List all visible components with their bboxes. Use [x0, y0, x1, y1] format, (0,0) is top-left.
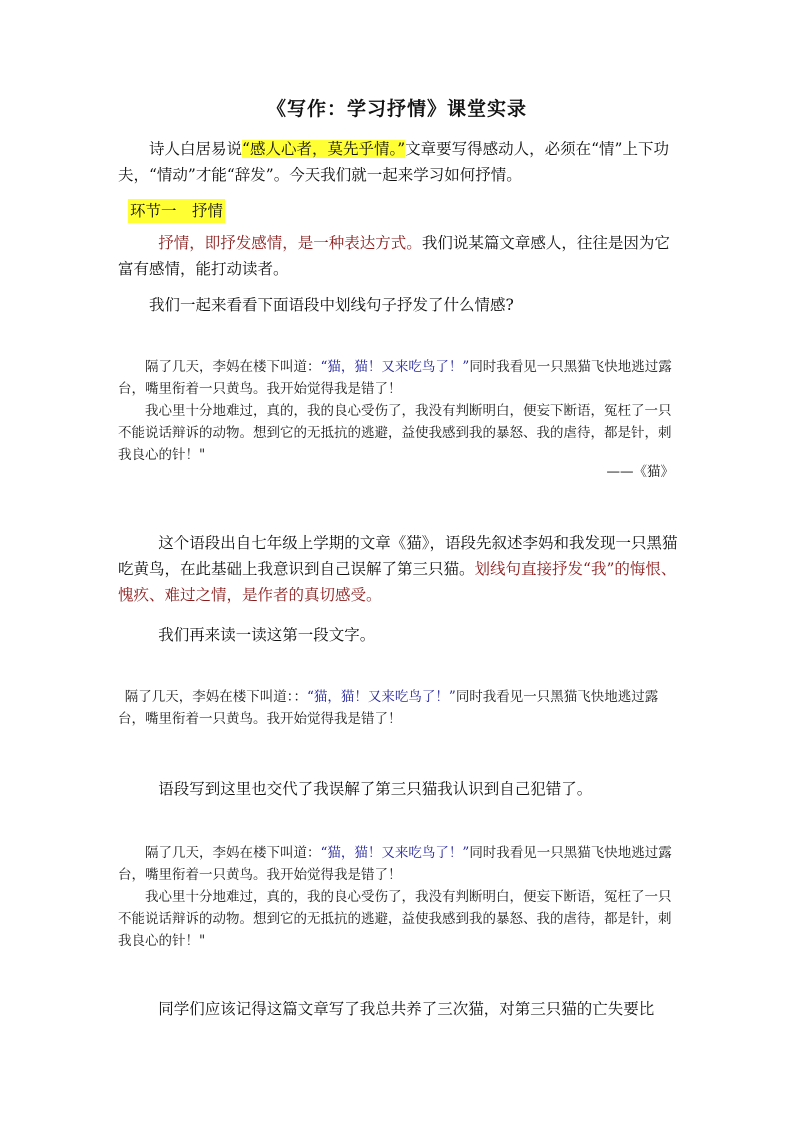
analysis-paragraph	[118, 530, 678, 608]
quote1-text-a: 隔了几天，李妈在楼下叫道：	[145, 359, 321, 375]
definition-paragraph	[118, 230, 678, 282]
definition-red: 抒情，即抒发感情，是一种表达方式。	[158, 234, 422, 252]
closing-paragraph: 同学们应该记得这篇文章写了我总共养了三次猫，对第三只猫的亡失要比	[158, 1000, 655, 1018]
analysis-red: 划线句直接抒发“我”的悔恨、愧疚、难过之情，是作者的真切感受。	[118, 560, 677, 604]
note-paragraph: 语段写到这里也交代了我误解了第三只猫我认识到自己犯错了。	[158, 780, 593, 798]
quote1-blue: “猫，猫！又来吃鸟了！”	[320, 359, 470, 375]
intro-text-1: 诗人白居易说	[149, 140, 243, 158]
quote-block-3	[118, 842, 678, 886]
quote2-text-a: 隔了几天，李妈在楼下叫道：：	[124, 689, 307, 705]
quote2-blue: “猫，猫！又来吃鸟了！”	[307, 689, 456, 705]
section-label: 环节一 抒情	[128, 199, 225, 223]
quote-source: ——《猫》	[606, 464, 674, 480]
intro-paragraph	[118, 136, 678, 188]
quote2-text-b: 同时我看见一只黑猫飞快地逃过露台，嘴里衔着一只黄鸟。我开始觉得我是错了！	[118, 689, 659, 727]
analysis-text: 这个语段出自七年级上学期的文章《猫》，语段先叙述李妈和我发现一只黑猫吃黄鸟，在此基础上我意识到自己误解了第三只猫。	[118, 534, 678, 578]
intro-text-2: 文章要写得感动人，必须在“情”上下功夫，“情动”才能“辞发”。今天我们就一起来学习如何抒情。	[118, 140, 669, 184]
page-title: 《写作：学习抒情》课堂实录	[266, 98, 527, 120]
quote3-blue: “猫，猫！又来吃鸟了！”	[320, 845, 470, 861]
quote3-text-b: 同时我看见一只黑猫飞快地逃过露台，嘴里衔着一只黄鸟。我开始觉得我是错了！	[118, 845, 672, 883]
quote-block-1	[118, 356, 678, 400]
highlighted-quote: “感人心者，莫先乎情。”	[242, 140, 406, 158]
definition-rest: 我们说某篇文章感人，往往是因为它富有感情，能打动读者。	[118, 234, 670, 278]
quote1-text-b: 同时我看见一只黑猫飞快地逃过露台，嘴里衔着一只黄鸟。我开始觉得我是错了！	[118, 359, 672, 397]
quote3-text-a: 隔了几天，李妈在楼下叫道：	[145, 845, 321, 861]
reread-paragraph: 我们再来读一读这第一段文字。	[158, 626, 376, 644]
quote-block-1-line2: 我心里十分地难过，真的，我的良心受伤了，我没有判断明白，便妄下断语，冤枉了一只不能说话辩诉的动物。想到它的无抵抗的逃避，益使我感到我的暴怒、我的虐待，都是针，刺我良心的针！"	[118, 403, 672, 463]
question-paragraph: 我们一起来看看下面语段中划线句子抒发了什么情感?	[149, 296, 514, 314]
quote-block-2	[118, 686, 678, 730]
quote-block-3-line2: 我心里十分地难过，真的，我的良心受伤了，我没有判断明白，便妄下断语，冤枉了一只不能说话辩诉的动物。想到它的无抵抗的逃避，益使我感到我的暴怒、我的虐待，都是针，刺我良心的针！"	[118, 889, 672, 949]
